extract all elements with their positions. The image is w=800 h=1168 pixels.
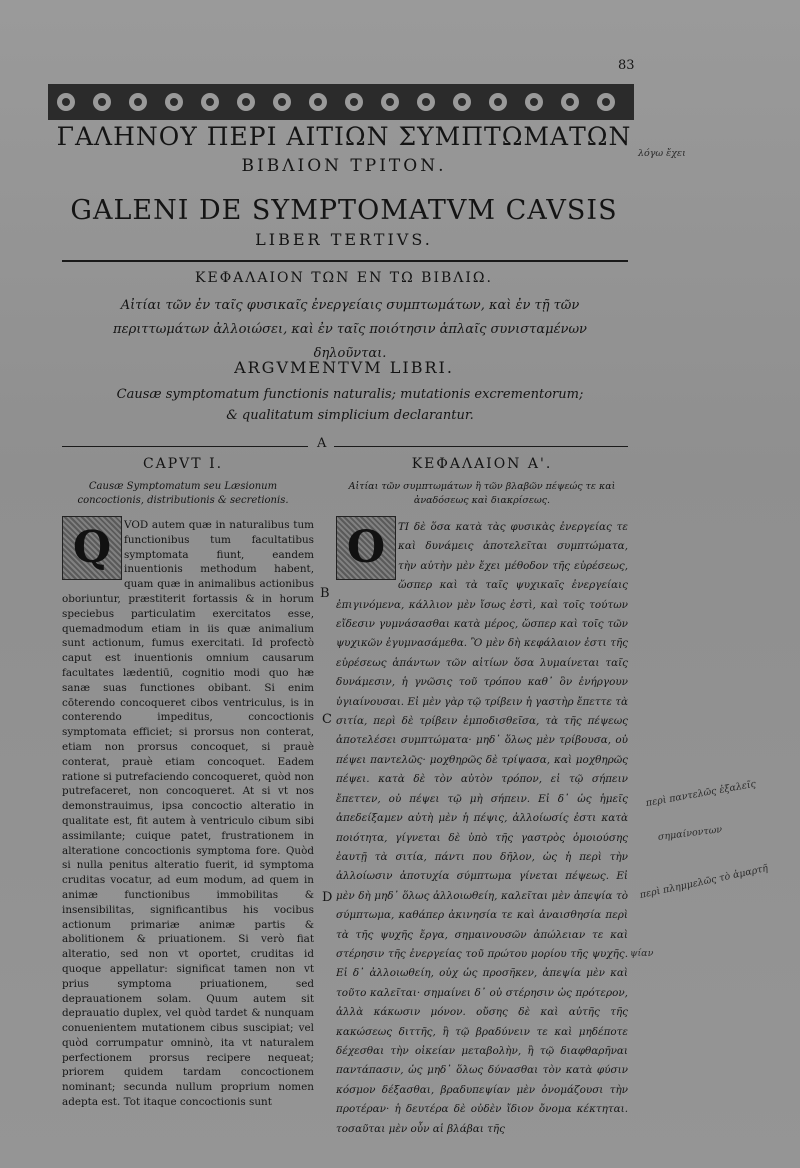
divider-rule-left (62, 446, 308, 447)
chapter-subheading-greek: Αἰτίαι τῶν συμπτωμάτων ἢ τῶν βλαβῶν πέψεώς τε καὶ ἀναδόσεως καὶ διακρίσεως. (348, 481, 616, 506)
margin-note: σημαίνοντων (657, 824, 723, 843)
margin-note: λόγω ἔχει (638, 148, 686, 159)
contents-text: Αἰτίαι τῶν ἐν ταῖς φυσικαῖς ἐνεργείαις συμπτωμάτων, καὶ ἐν τῇ τῶν περιττωμάτων ἀλλοιώσει, καὶ ἐν ταῖς ποιότησιν ἁπλαῖς συνισταμένων δηλοῦνται. (113, 298, 587, 361)
divider-rule (62, 260, 628, 262)
greek-column-text (336, 518, 628, 1148)
title-greek: ΓΑΛΗΝΟΥ ΠΕΡΙ ΑΙΤΙΩΝ ΣΥΜΠΤΩΜΑΤΩΝ (56, 122, 632, 151)
chapter-heading-greek: ΚΕΦΑΛΑΙΟΝ Α'. (411, 456, 553, 472)
chapter-subheading-latin: Causæ Symptomatum seu Læsionum concoctionis, distributionis & secretionis. (77, 481, 289, 506)
margin-note: περὶ πλημμελῶς τὸ ἀμαρτῆ (638, 862, 770, 901)
section-marker-c: C (322, 712, 332, 727)
page-number: 83 (618, 58, 635, 73)
dropcap-letter-latin: Q (72, 522, 112, 573)
title-latin: GALENI DE SYMPTOMATVM CAVSIS (70, 195, 618, 226)
subtitle-greek: ΒΙΒΛΙΟΝ ΤΡΙΤΟΝ. (241, 156, 447, 176)
dropcap-initial-latin (62, 516, 122, 580)
dropcap-letter-greek: Ο (346, 522, 386, 573)
margin-note: περὶ παντελῶς ἐξαλεῖς (645, 778, 757, 809)
section-marker-b: B (320, 586, 330, 601)
dropcap-initial-greek (336, 516, 396, 580)
latin-body: VOD autem quæ in naturalibus tum functionibus tum facultatibus symptomata fiunt, eandem inuentionis methodum habent, quam quæ in animalibus actionibus oboriuntur, præstiterit fortassis & in horum speciebus particulatim exercitatos esse, quemadmodum etiam in iis quæ animalium sunt actionum, fumus exercitati. Id profectò caput est inuentionis omnium causarum facultates lædentiū, cognitio modi quo hæ sanæ suas functiones obibant. Si enim cōterendo concoqueret cibos ventriculus, is in conterendo impeditus, concoctionis symptomata efficiet; si prorsus non conterat, etiam non prorsus concoquet, si prauè conterat, prauè etiam concoquet. Eadem ratione si putrefaciendo concoqueret, quòd non putrefaceret, non concoqueret. At si vt nos demonstrauimus, ipsa concoctio alteratio in qualitate est, fit autem à ventriculo cibum sibi assimilante; cuique patet, frustrationem in alteratione concoctionis symptoma fore. Quòd si nulla penitus alteratio fuerit, id symptoma cruditas vocatur, ad eum modum, ad quem in animæ functionibus immobilitas & insensibilitas, significantibus his vocibus actionum primariæ animæ partis & abolitionem & priuationem. Si verò fiat alteratio, sed non vt oportet, cruditas id quoque appellatur: significat tamen non vt prius symptoma priuationem, sed deprauationem solam. Quum autem sit deprauatio duplex, vel quòd tardet & nunquam conuenientem mutationem cibus suscipiat; vel quòd corrumpatur omninò, ita vt naturalem perfectionem prorsus recipere nequeat; priorem quidem tardam concoctionem nominant; secunda nullum proprium nomen adepta est. Tot itaque concoctionis sunt (62, 519, 314, 1109)
ornamental-headpiece (48, 82, 634, 122)
chapter-heading-latin: CAPVT I. (142, 456, 224, 472)
latin-column-text (62, 518, 314, 1148)
argument-text: Causæ symptomatum functionis naturalis; mutationis excrementorum; & qualitatum simplicium declarantur. (116, 387, 584, 423)
divider-rule-right (334, 446, 628, 447)
section-marker-d: D (322, 890, 333, 905)
subtitle-latin: LIBER TERTIVS. (255, 230, 433, 249)
argument-heading: ARGVMENTVM LIBRI. (234, 358, 454, 377)
section-marker-a: A (317, 436, 327, 451)
margin-note: ψίαν (630, 948, 654, 959)
greek-body: ΤΙ δὲ ὅσα κατὰ τὰς φυσικὰς ἐνεργείας τε καὶ δυνάμεις ἀποτελεῖται συμπτώματα, τὴν αὐτὴν μὲν ἔχει μέθοδον τῆς εὑρέσεως, ὥσπερ καὶ τὰ ταῖς ψυχικαῖς ἐνεργείαις ἐπιγινόμενα, κάλλιον μὲν ἴσως ἐστὶ, καὶ τοῖς τούτων εἴδεσιν γυμνάσασθαι κατὰ μέρος, ὥσπερ καὶ τοῖς τῶν ψυχικῶν ἐγυμνασάμεθα. Ὃ μὲν δὴ κεφάλαιον ἐστι τῆς εὑρέσεως ἁπάντων τῶν αἰτίων ὅσα λυμαίνεται ταῖς δυνάμεσιν, ἡ γνῶσις τοῦ τρόπου καθ᾽ ὃν ἐνήργουν ὑγιαίνουσαι. Εἰ μὲν γὰρ τῷ τρίβειν ἡ γαστὴρ ἔπεττε τὰ σιτία, περὶ δὲ τρίβειν ἐμποδισθεῖσα, τὰ τῆς πέψεως ἀποτελέσει συμπτώματα· μηδ᾽ ὅλως μὲν τρίβουσα, οὐ πέψει παντελῶς· μοχθηρῶς δὲ τρίψασα, καὶ μοχθηρῶς πέψει. κατὰ δὲ τὸν αὐτὸν τρόπον, εἰ τῷ σήπειν ἔπεττεν, οὐ πέψει τῷ μὴ σήπειν. Εἰ δ᾽ ὡς ἡμεῖς ἀπεδείξαμεν αὐτὴ μὲν ἡ πέψις, ἀλλοίωσίς ἐστι κατὰ ποιότητα, γίγνεται δὲ ὑπὸ τῆς γαστρὸς ὁμοιούσης ἑαυτῇ τὰ σιτία, πάντι που δῆλον, ὡς ἡ περὶ τὴν ἀλλοίωσιν ἀποτυχία σύμπτωμα γίνεται πέψεως. Εἰ μὲν δὴ μηδ᾽ ὅλως ἀλλοιωθείη, καλεῖται μὲν ἀπεψία τὸ σύμπτωμα, καθάπερ ἀκινησία τε καὶ ἀναισθησία περὶ τὰ τῆς ψυχῆς ἔργα, σημαινουσῶν ἀπώλειαν τε καὶ στέρησιν τῆς ἐνεργείας τοῦ πρώτου μορίου τῆς ψυχῆς. Εἰ δ᾽ ἀλλοιωθείη, οὐχ ὡς προσῆκεν, ἀπεψία μὲν καὶ τοῦτο καλεῖται· σημαίνει δ᾽ οὐ στέρησιν ὡς πρότερον, ἀλλὰ κάκωσιν μόνον. οὔσης δὲ καὶ αὐτῆς τῆς κακώσεως διττῆς, ἢ τῷ βραδύνειν τε καὶ μηδέποτε δέχεσθαι τὴν οἰκείαν μεταβολὴν, ἢ τῷ διαφθαρῆναι παντάπασιν, ὡς μηδ᾽ ὅλως δύνασθαι τὸν κατὰ φύσιν κόσμον δέξασθαι, βραδυπεψίαν μὲν ὀνομάζουσι τὴν προτέραν· ἡ δευτέρα δὲ οὐδὲν ἴδιον ὄνομα κέκτηται. τοσαῦται μὲν οὖν αἱ βλάβαι τῆς (336, 521, 628, 1135)
contents-heading: ΚΕΦΑΛΑΙΟΝ ΤΩΝ ΕΝ ΤΩ ΒΙΒΛΙΩ. (195, 270, 493, 286)
